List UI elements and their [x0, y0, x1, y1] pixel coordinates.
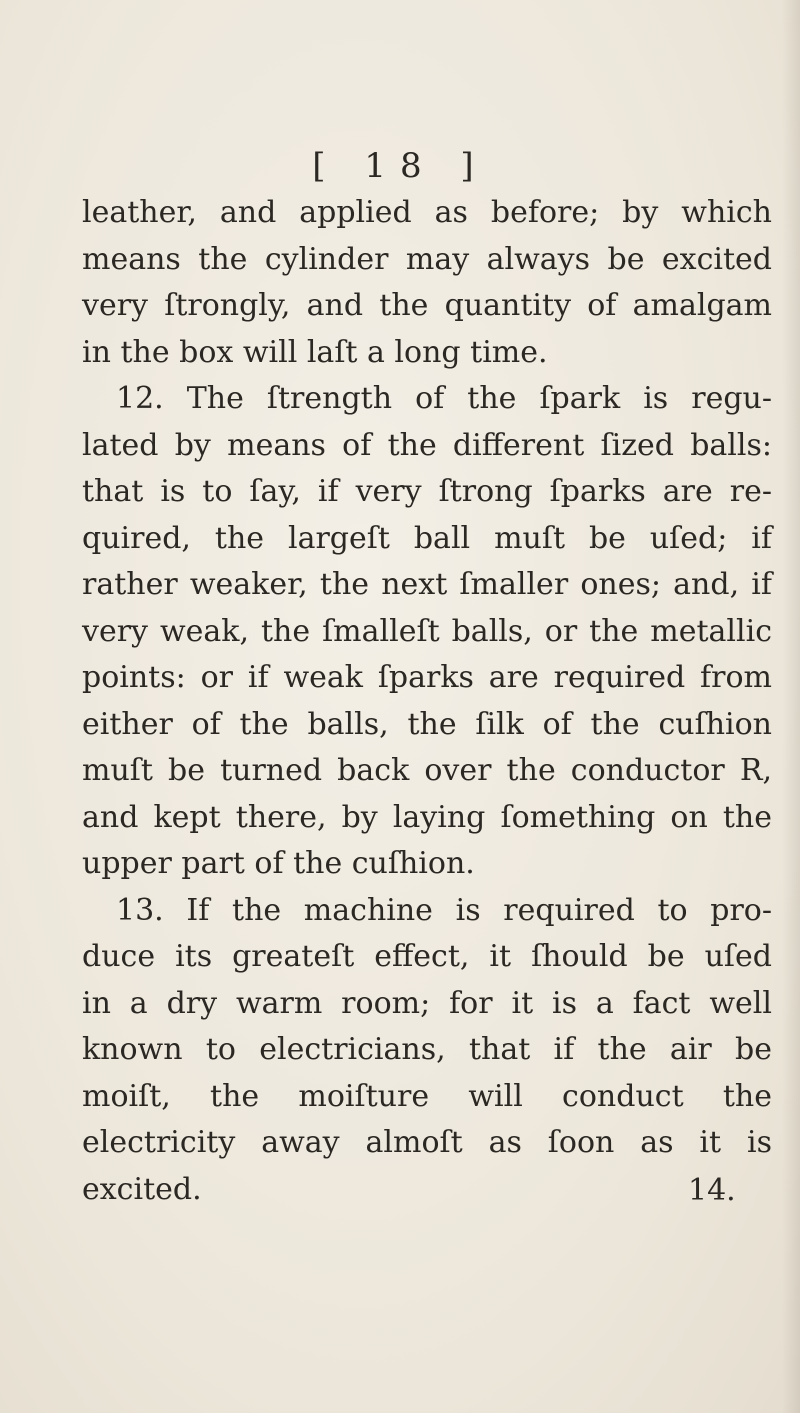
text-line: moiſt, the moiſture will conduct the: [82, 1078, 772, 1114]
page-edge-shadow: [782, 0, 800, 1413]
text-line: in the box will laſt a long time.: [82, 334, 548, 370]
text-line: muſt be turned back over the conductor R,: [82, 753, 772, 788]
text-line: either of the balls, the ſilk of the cuſhion: [82, 706, 772, 742]
text-line: excited.: [82, 1171, 202, 1207]
text-line: leather, and applied as before; by which: [82, 195, 772, 230]
text-line: known to electricians, that if the air be: [82, 1032, 772, 1067]
text-line: very weak, the ſmalleſt balls, or the metallic: [82, 613, 772, 649]
text-line-paragraph-13: 13. If the machine is required to pro-: [116, 892, 772, 928]
text-line: means the cylinder may always be excited: [82, 241, 772, 277]
text-line: that is to ſay, if very ſtrong ſparks are re-: [82, 474, 772, 509]
text-line: quired, the largeſt ball muſt be uſed; if: [82, 520, 772, 556]
text-line: in a dry warm room; for it is a fact well: [82, 985, 772, 1021]
text-line: and kept there, by laying ſomething on the: [82, 799, 772, 835]
text-line: lated by means of the different ſized balls:: [82, 427, 772, 463]
text-line: very ſtrongly, and the quantity of amalgam: [82, 288, 772, 323]
catchword: 14.: [688, 1173, 736, 1208]
body-text: [82, 190, 772, 1213]
text-line: rather weaker, the next ſmaller ones; and, if: [82, 567, 772, 602]
text-line: points: or if weak ſparks are required from: [82, 660, 772, 695]
text-line: electricity away almoſt as ſoon as it is: [82, 1125, 772, 1160]
text-line-paragraph-12: 12. The ſtrength of the ſpark is regu-: [116, 381, 772, 416]
page-number-header: [ 18 ]: [312, 146, 488, 186]
text-line: duce its greateſt effect, it ſhould be uſed: [82, 939, 772, 974]
text-line: upper part of the cuſhion.: [82, 846, 475, 881]
